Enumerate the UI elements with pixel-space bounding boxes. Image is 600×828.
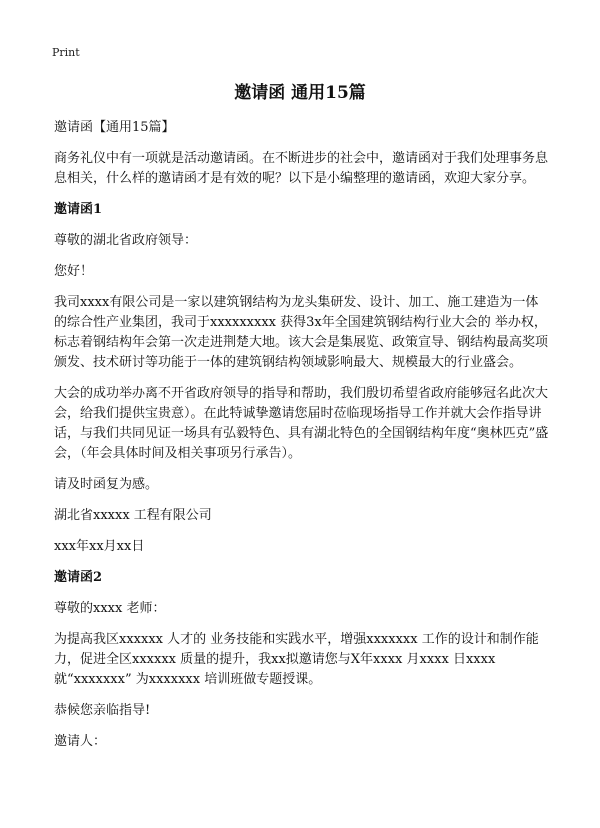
letter1-date: xxx年xx月xx日 bbox=[54, 539, 145, 554]
letter1-greeting: 您好！ bbox=[54, 264, 94, 279]
letter2-paragraph-1: 为提高我区xxxxxx 人才的 业务技能和实践水平，增强xxxxxxx 工作的设计和制作能力，促进全区xxxxxx 质量的提升，我xx拟邀请您与X年xxxx 月xxxx 日xxxx 就“xxxxxxx” 为xxxxxxx 培训班做专题授课。 bbox=[54, 632, 539, 687]
document-subtitle: 邀请函【通用15篇】 bbox=[54, 120, 175, 135]
page-title: 邀请函 通用15篇 bbox=[234, 83, 366, 103]
letter1-heading: 邀请函1 bbox=[54, 202, 103, 217]
intro-paragraph: 商务礼仪中有一项就是活动邀请函。在不断进步的社会中，邀请函对于我们处理事务息息相关，什么样的邀请函才是有效的呢？以下是小编整理的邀请函，欢迎大家分享。 bbox=[54, 151, 549, 186]
letter2-salutation: 尊敬的xxxx 老师： bbox=[54, 601, 166, 616]
letter1-closing: 请及时函复为感。 bbox=[54, 477, 159, 492]
letter2-closing: 恭候您亲临指导! bbox=[54, 703, 151, 718]
letter2-signature: 邀请人： bbox=[54, 734, 107, 749]
letter1-paragraph-1: 我司xxxx有限公司是一家以建筑钢结构为龙头集研发、设计、加工、施工建造为一体的综合性产业集团，我司于xxxxxxxxx 获得3x年全国建筑钢结构行业大会的 举办权，标志着钢结构年会第一次走进荆楚大地。该大会是集展览、政策宣导、钢结构最高奖项颁发、技术研讨等功能于一体的建筑钢结构领域影响最大、规模最大的行业盛会。 bbox=[54, 295, 549, 370]
letter1-sender: 湖北省xxxxx 工程有限公司 bbox=[54, 508, 212, 523]
letter1-salutation: 尊敬的湖北省政府领导： bbox=[54, 233, 198, 248]
document-body bbox=[54, 118, 550, 752]
letter1-paragraph-2: 大会的成功举办离不开省政府领导的指导和帮助，我们殷切希望省政府能够冠名此次大会，给我们提供宝贵意）。在此特诚挚邀请您届时莅临现场指导工作并就大会作指导讲话，与我们共同见证一场具有弘毅特色、具有湖北特色的全国钢结构年度“奥林匹克”盛会，（年会具体时间及相关事项另行承告）。 bbox=[54, 386, 549, 461]
letter2-heading: 邀请函2 bbox=[54, 570, 103, 585]
print-label: Print bbox=[52, 46, 80, 59]
